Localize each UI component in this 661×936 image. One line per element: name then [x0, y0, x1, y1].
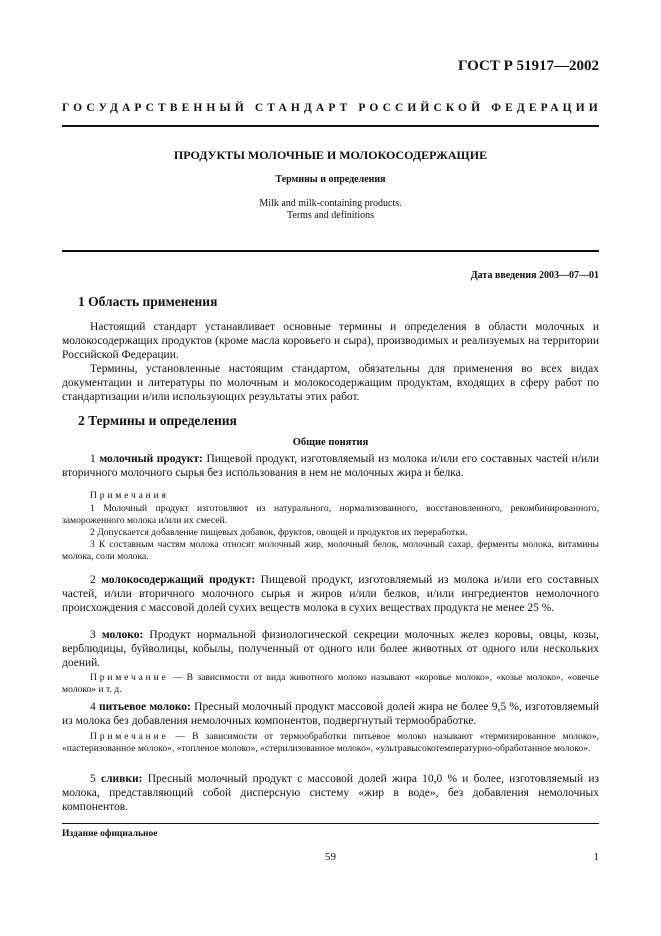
term-5 [62, 772, 599, 814]
state-standard-heading: ГОСУДАРСТВЕННЫЙ СТАНДАРТ РОССИЙСКОЙ ФЕДЕРАЦИИ [62, 102, 602, 114]
document-subtitle: Термины и определения [275, 174, 386, 185]
note-3: 3 К составным частям молока относят молочный жир, молочный белок, молочный сахар, ферменты молока, витамины молока, соли молока. [62, 539, 599, 563]
notes-label: Примечания [90, 490, 169, 501]
general-concepts-subheading: Общие понятия [292, 437, 369, 448]
term-definition: Продукт нормальной физиологической секреции молочных желез коровы, овцы, козы, верблюдицы, буйволицы, кобылы, полученный от одного или более животных от одного или нескольких доений. [62, 629, 600, 669]
header-rule [62, 125, 599, 127]
term-4-note: Примечание — В зависимости от термообработки питьевое молоко называют «термизированное молоко», «пастеризованное молоко», «топленое молоко», «стерилизованное молоко», «ультравысокотемпературно-обработанное молоко». [62, 731, 599, 755]
term-name: молокосодержащий продукт: [101, 574, 256, 586]
note-label: Примечание [90, 731, 169, 742]
term-name: питьевое молоко: [99, 701, 191, 713]
section-2-heading: 2 Термины и определения [78, 413, 237, 428]
official-edition-label: Издание официальное [62, 829, 158, 839]
english-subtitle: Terms and definitions [286, 210, 375, 221]
title-rule [62, 250, 599, 252]
term-4 [62, 700, 599, 728]
term-3 [62, 628, 599, 670]
note-1: 1 Молочный продукт изготовляют из натурального, нормализованного, восстановленного, рекомбинированного, замороженного молока и/или их смесей. [62, 503, 599, 527]
term-number: 5 [90, 773, 96, 785]
term-definition: Пищевой продукт, изготовляемый из молока и/или его составных частей и/или вторичного молочного сырья без использования в нем не молочных жира и белка. [62, 453, 600, 479]
note-2: 2 Допускается добавление пищевых добавок, фруктов, овощей и продуктов их переработки. [90, 527, 468, 538]
introduction-date: Дата введения 2003—07—01 [470, 270, 599, 281]
term-number: 3 [90, 629, 96, 641]
term-definition: Пресный молочный продукт массовой долей жира не более 9,5 %, изготовляемый из молока без добавления немолочных компонентов, подвергнутый термообработке. [62, 701, 599, 727]
english-title: Milk and milk-containing products. [259, 198, 402, 209]
term-definition: Пресный молочный продукт с массовой долей жира 10,0 % и более, изготовляемый из молока, представляющий собой дисперсную систему «жир в воде», без добавления немолочных компонентов. [62, 773, 600, 813]
standard-code: ГОСТ Р 51917—2002 [457, 58, 599, 74]
term-number: 4 [90, 701, 96, 713]
document-title: ПРОДУКТЫ МОЛОЧНЫЕ И МОЛОКОСОДЕРЖАЩИЕ [173, 148, 488, 162]
footer-rule [62, 823, 599, 824]
term-2 [62, 573, 599, 615]
term-name: молоко: [101, 629, 144, 641]
term-definition: Пищевой продукт, изготовляемый из молока и/или его составных частей, и/или вторичного молочного сырья и жиров и/или белков, и/или ингредиентов немолочного происхождения с массовой долей сухих веществ молока в сухих веществах продукта не менее 25 %. [62, 574, 600, 614]
term-3-note: Примечание — В зависимости от вида животного молоко называют «коровье молоко», «козье молоко», «овечье молоко» и т. д. [62, 672, 599, 696]
term-number: 1 [90, 453, 96, 465]
term-name: молочный продукт: [99, 453, 203, 465]
term-1 [62, 452, 599, 480]
section-1-heading: 1 Область применения [78, 294, 218, 309]
term-number: 2 [90, 574, 96, 586]
term-name: сливки: [100, 773, 143, 785]
section-1-paragraph-1: Настоящий стандарт устанавливает основные термины и определения в области молочных и молокосодержащих продуктов (кроме масла коровьего и сыра), производимых и реализуемых на территории Российской Федерации. [62, 321, 599, 361]
section-1-paragraph-2: Термины, установленные настоящим стандартом, обязательны для применения во всех видах документации и литературы по молочным и молокосодержащим продуктам, входящих в сферу работ по стандартизации и/или использующих результаты этих работ. [62, 363, 599, 403]
page-number-right: 1 [593, 851, 599, 863]
page-number-center: 59 [325, 851, 336, 863]
note-label: Примечание [90, 672, 169, 683]
